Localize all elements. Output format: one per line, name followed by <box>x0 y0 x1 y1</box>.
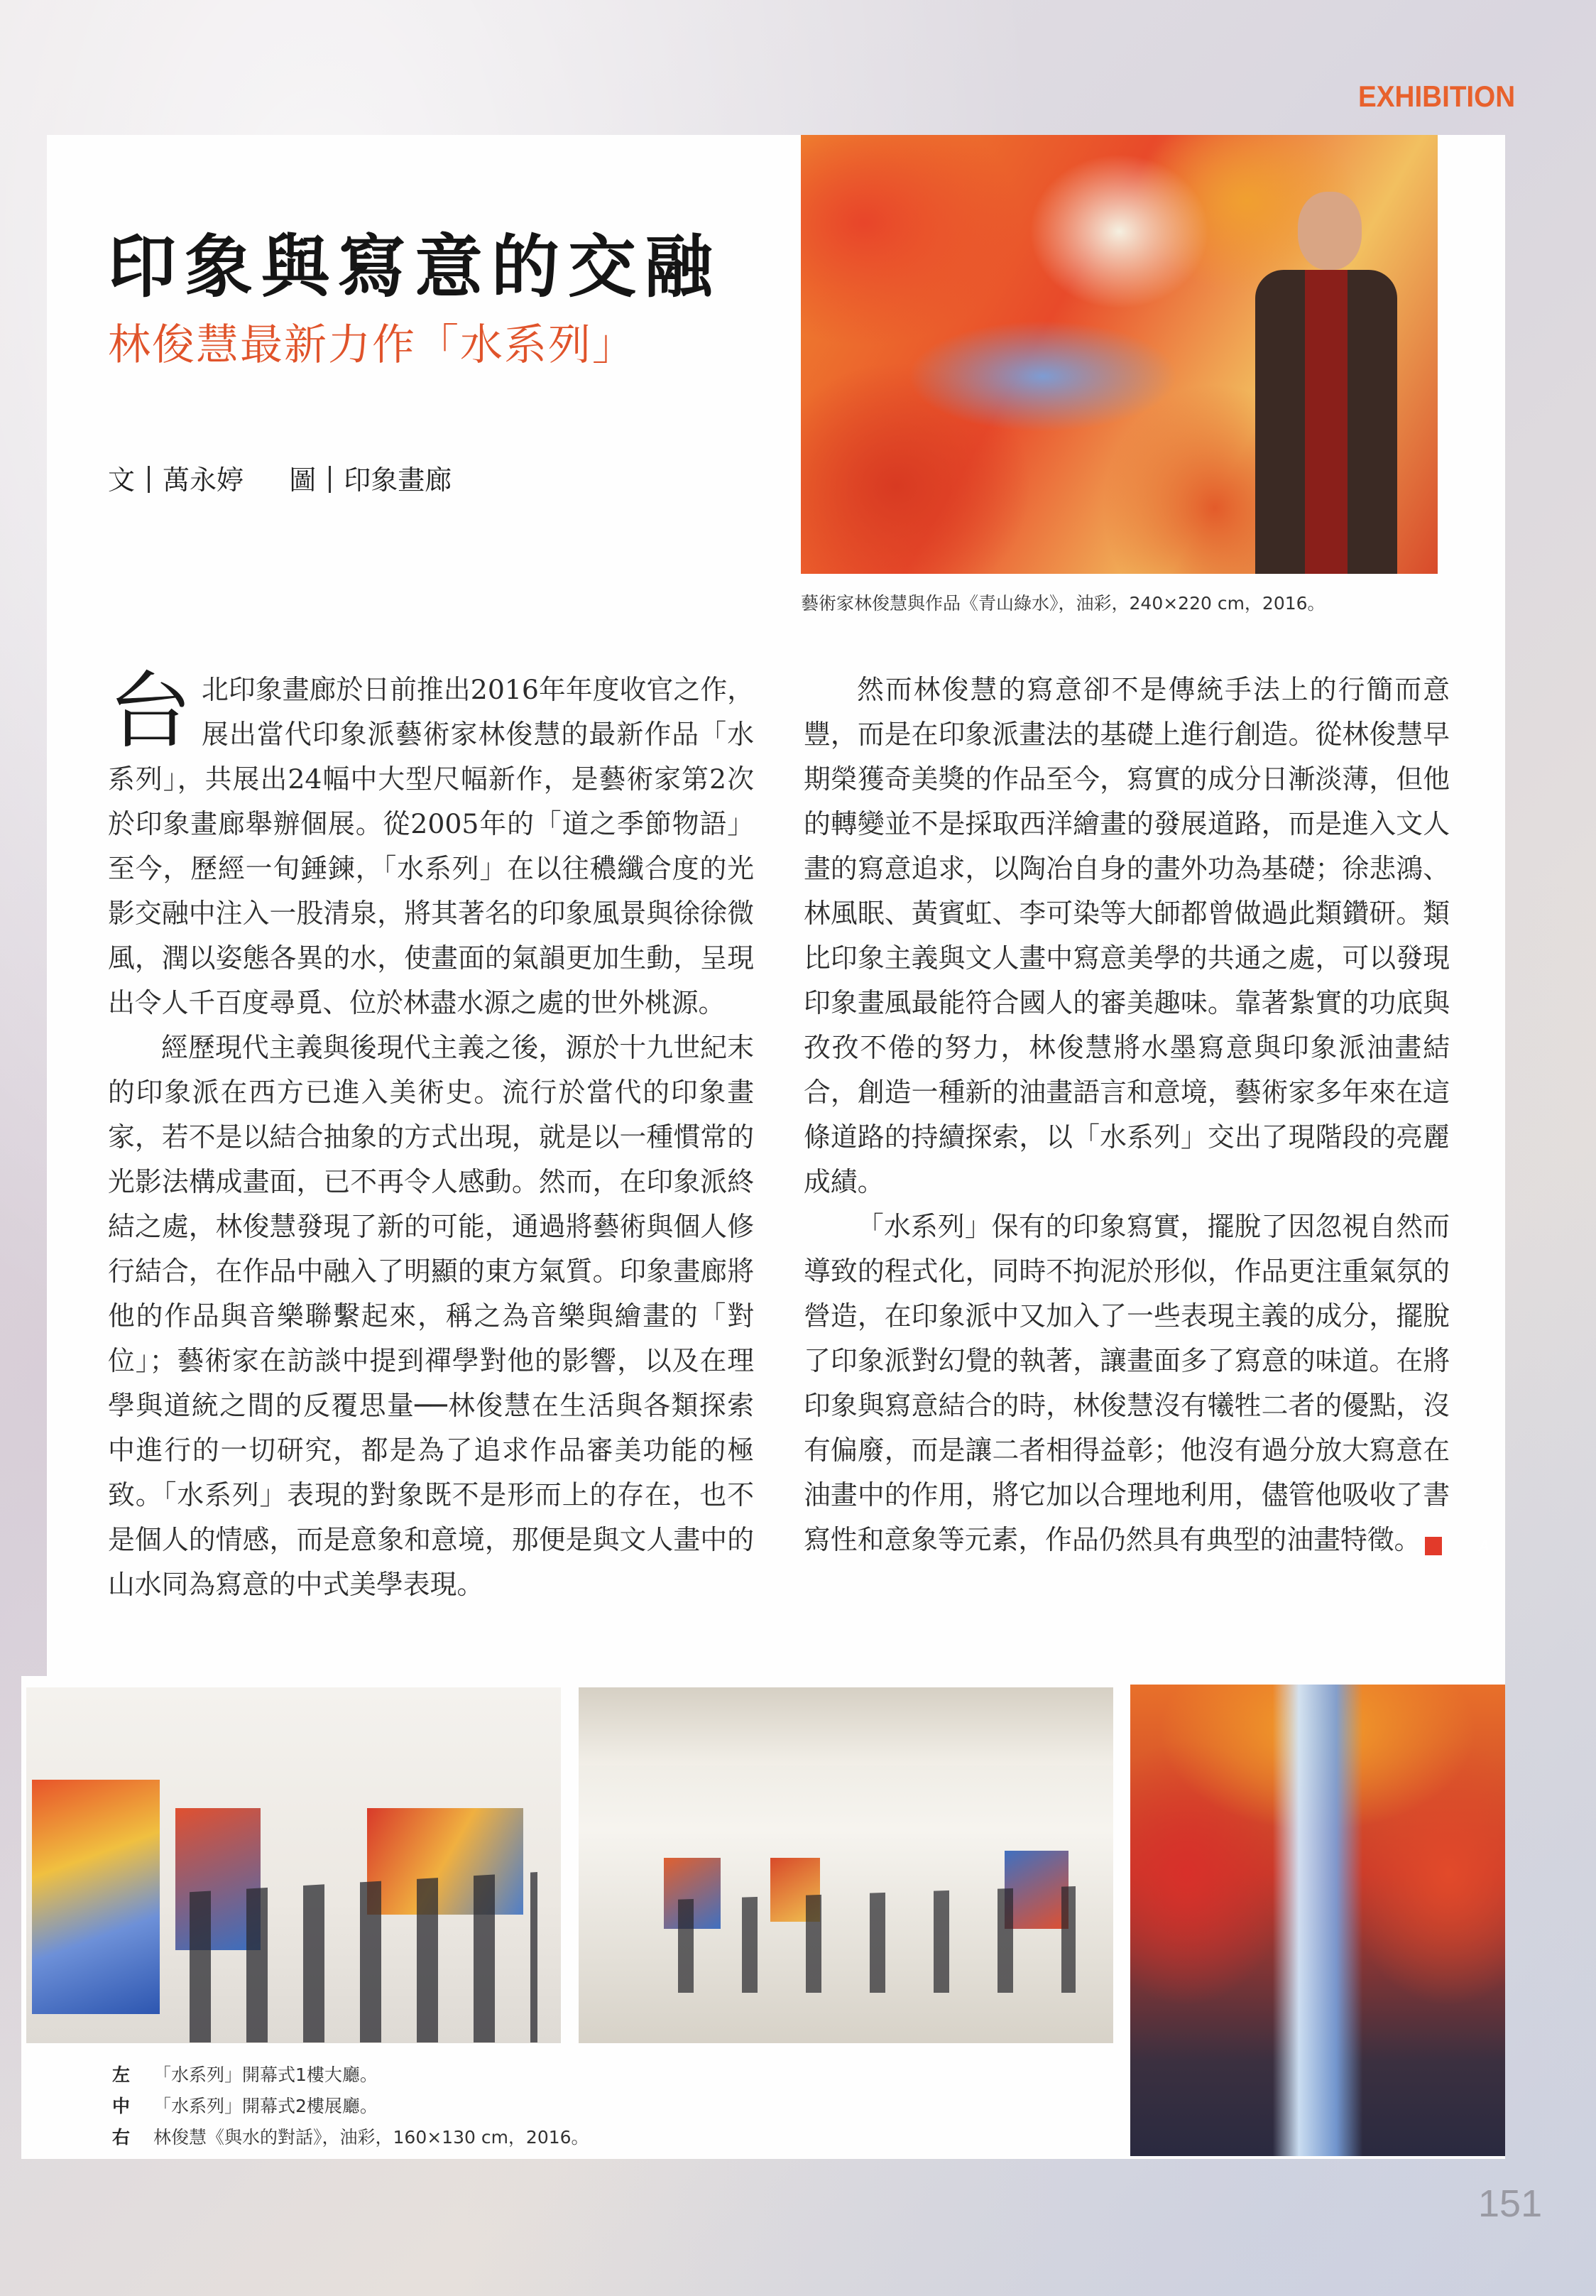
paragraph <box>108 662 754 1025</box>
drop-cap: 台 <box>108 662 192 760</box>
bottom-captions <box>112 2060 589 2153</box>
top-photo-caption: 藝術家林俊慧與作品《青山綠水》，油彩，240×220 cm，2016。 <box>801 593 1326 614</box>
byline-text-label: 文 <box>108 464 136 496</box>
divider <box>329 466 331 493</box>
article-title: 印象與寫意的交融 <box>108 227 721 307</box>
paragraph: 經歷現代主義與後現代主義之後，源於十九世紀末的印象派在西方已進入美術史。流行於當代的印象畫家，若不是以結合抽象的方式出現，就是以一種慣常的光影法構成畫面，已不再令人感動。然而，在印象派終結之處，林俊慧發現了新的可能，通過將藝術與個人修行結合，在作品中融入了明顯的東方氣質。印象畫廊將他的作品與音樂聯繫起來，稱之為音樂與繪畫的「對位」；藝術家在訪談中提到禪學對他的影響，以及在理學與道統之間的反覆思量──林俊慧在生活與各類探索中進行的一切研究，都是為了追求作品審美功能的極致。「水系列」表現的對象既不是形而上的存在，也不是個人的情感，而是意象和意境，那便是與文人畫中的山水同為寫意的中式美學表現。 <box>108 1032 754 1600</box>
paragraph: 然而林俊慧的寫意卻不是傳統手法上的行簡而意豐，而是在印象派畫法的基礎上進行創造。從林俊慧早期榮獲奇美獎的作品至今，寫實的成分日漸淡薄，但他的轉變並不是採取西洋繪畫的發展道路，而是進入文人畫的寫意追求，以陶冶自身的畫外功為基礎；徐悲鴻、林風眠、黃賓虹、李可染等大師都曾做過此類鑽研。類比印象主義與文人畫中寫意美學的共通之處，可以發現印象畫風最能符合國人的審美趣味。靠著紮實的功底與孜孜不倦的努力，林俊慧將水墨寫意與印象派油畫結合，創造一種新的油畫語言和意境，藝術家多年來在這條道路的持續探索，以「水系列」交出了現階段的亮麗成績。 <box>804 674 1450 1197</box>
paragraph <box>804 1204 1490 1562</box>
artist-figure <box>1255 192 1397 574</box>
dialogue-with-water-painting <box>1130 1685 1505 2156</box>
article-subtitle: 林俊慧最新力作「水系列」 <box>108 320 636 370</box>
paragraph-text: 「水系列」保有的印象寫實，擺脫了因忽視自然而導致的程式化，同時不拘泥於形似，作品更注重氣氛的營造，在印象派中又加入了一些表現主義的成分，擺脫了印象派對幻覺的執著，讓畫面多了寫意的味道。在將印象與寫意結合的時，林俊慧沒有犧牲二者的優點，沒有偏廢，而是讓二者相得益彰；他沒有過分放大寫意在油畫中的作用，將它加以合理地利用，儘管他吸收了書寫性和意象等元素，作品仍然具有典型的油畫特徵。 <box>804 1211 1450 1555</box>
paragraph-text: 北印象畫廊於日前推出2016年年度收官之作，展出當代印象派藝術家林俊慧的最新作品「水系列」，共展出24幅中大型尺幅新作，是藝術家第2次於印象畫廊舉辦個展。從2005年的「道之季節物語」至今，歷經一旬錘鍊，「水系列」在以往穠纖合度的光影交融中注入一股清泉，將其著名的印象風景與徐徐微風，潤以姿態各異的水，使畫面的氣韻更加生動，呈現出令人千百度尋覓、位於林盡水源之處的世外桃源。 <box>108 674 754 1018</box>
opening-2f-hall-photo <box>579 1687 1113 2043</box>
byline <box>108 458 452 497</box>
page-number: 151 <box>1478 2182 1543 2225</box>
article-left-column <box>108 662 754 1607</box>
article-right-column <box>804 668 1490 1562</box>
artist-photo <box>801 135 1438 574</box>
byline-image-credit: 印象畫廊 <box>344 464 452 496</box>
section-tag: EXHIBITION <box>1358 80 1516 113</box>
byline-image-label: 圖 <box>289 464 317 496</box>
caption-right: 右 林俊慧《與水的對話》，油彩，160×130 cm，2016。 <box>112 2127 589 2148</box>
end-mark-icon: A <box>1425 1537 1442 1555</box>
divider <box>148 466 150 493</box>
caption-middle: 中 「水系列」開幕式2樓展廳。 <box>112 2096 378 2116</box>
caption-left: 左 「水系列」開幕式1樓大廳。 <box>112 2064 378 2085</box>
byline-author: 萬永婷 <box>163 464 244 496</box>
opening-1f-lobby-photo <box>26 1687 561 2043</box>
